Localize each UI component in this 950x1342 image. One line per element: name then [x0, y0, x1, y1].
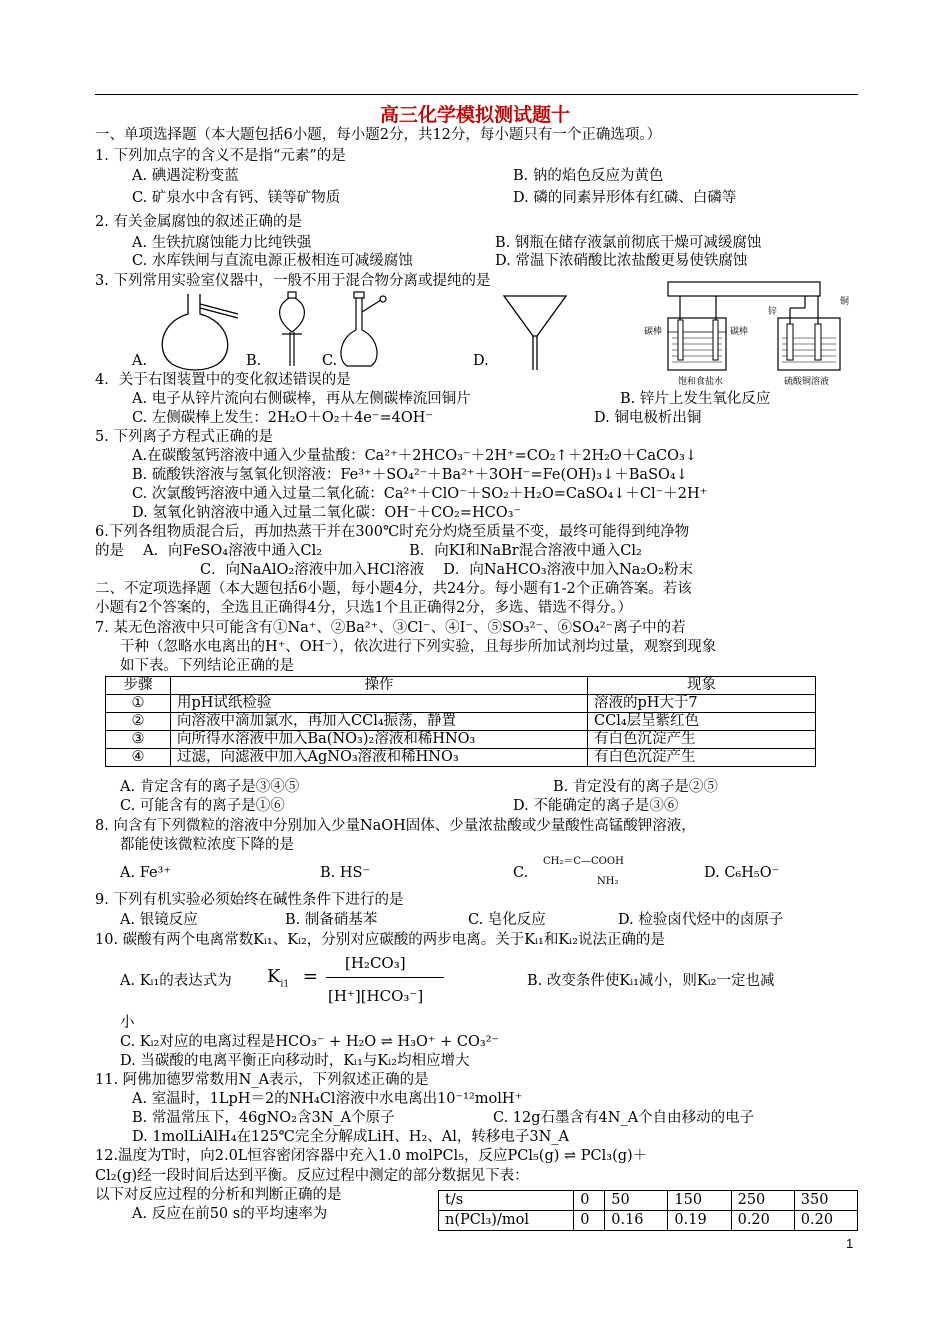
amount-cell: 0 [574, 1211, 605, 1231]
page-title: 高三化学模拟测试题十 [379, 104, 570, 126]
phenomenon-cell: 溶液的pH大于7 [588, 695, 816, 713]
q3-option-c: C. [322, 353, 338, 369]
q2-option-d: D. 常温下浓硝酸比浓盐酸更易使铁腐蚀 [495, 253, 748, 269]
q9-option-c: C. 皂化反应 [468, 912, 546, 928]
amount-header-cell: n(PCl₃)/mol [439, 1211, 574, 1231]
q8-option-b: B. HS⁻ [320, 865, 371, 881]
q3-option-a: A. [132, 353, 148, 369]
step-cell: ① [106, 695, 171, 713]
structure-top: CH₂＝C—COOH [543, 856, 624, 867]
separatory-funnel-icon [272, 290, 312, 370]
copper-sulfate-label: 硫酸铜溶液 [784, 377, 830, 387]
step-cell: ④ [106, 749, 171, 767]
q7-stem-2: 干种（忽略水电离出的H⁺、OH⁻），依次进行下列实验，且每步所加试剂均过量，观察到现象 [120, 639, 717, 655]
header-rule [95, 94, 858, 95]
amount-cell: 0.19 [668, 1211, 731, 1231]
brine-label: 饱和食盐水 [678, 377, 724, 387]
structure-bottom: NH₂ [597, 876, 619, 887]
formula-k-letter: K [267, 966, 281, 987]
q8-option-c: C. [513, 865, 529, 881]
amount-cell: 0.16 [605, 1211, 668, 1231]
q8-stem-2: 都能使该微粒浓度下降的是 [120, 837, 294, 853]
q4-option-c: C. 左侧碳棒上发生：2H₂O＋O₂＋4e⁻=4OH⁻ [132, 410, 434, 426]
q10-option-a: A. Kᵢ₁的表达式为 [120, 973, 232, 989]
q2-option-b: B. 钢瓶在储存液氯前彻底干燥可减缓腐蚀 [495, 235, 762, 251]
phenomenon-cell: CCl₄层呈紫红色 [588, 713, 816, 731]
table-row [439, 1191, 858, 1211]
q1-option-a: A. 碘遇淀粉变蓝 [132, 168, 239, 184]
table-row [106, 713, 816, 731]
q11-option-b: B. 常温常压下，46gNO₂含3N_A个原子 [132, 1110, 395, 1126]
right-carbon-label: 碳棒 [730, 327, 749, 337]
q1-stem: 1. 下列加点字的含义不是指“元素”的是 [95, 148, 346, 164]
table-row [106, 731, 816, 749]
q1-option-d: D. 磷的同素异形体有红磷、白磷等 [513, 190, 737, 206]
q6-line-3: C．向NaAlO₂溶液中加入HCl溶液 D．向NaHCO₃溶液中加入Na₂O₂粉末 [200, 562, 693, 578]
q11-option-a: A. 室温时，1LpH＝2的NH₄Cl溶液中水电离出10⁻¹²molH⁺ [132, 1091, 523, 1107]
q12-data-table [438, 1190, 858, 1231]
q7-option-d: D. 不能确定的离子是③⑥ [513, 798, 679, 814]
step-cell: ② [106, 713, 171, 731]
formula-denominator: [H⁺][HCO₃⁻] [328, 987, 424, 1005]
formula-numerator: [H₂CO₃] [345, 954, 406, 972]
formula-fraction-bar [326, 977, 444, 978]
q7-stem: 7. 某无色溶液中只可能含有①Na⁺、②Ba²⁺、③Cl⁻、④I⁻、⑤SO₃²⁻、⑥SO₄²⁻离子中的若 [95, 620, 686, 636]
q9-stem: 9. 下列有机实验必须始终在碱性条件下进行的是 [95, 892, 404, 908]
q4-option-d: D. 铜电极析出铜 [594, 410, 702, 426]
operation-cell: 过滤，向滤液中加入AgNO₃溶液和稀HNO₃ [171, 749, 588, 767]
q9-option-a: A. 银镜反应 [120, 912, 198, 928]
formula-equals: = [302, 966, 318, 987]
header-step: 步骤 [106, 677, 171, 695]
q1-option-b: B. 钠的焰色反应为黄色 [513, 168, 664, 184]
step-cell: ③ [106, 731, 171, 749]
amount-cell: 0.20 [794, 1211, 857, 1231]
q5-option-c: C. 次氯酸钙溶液中通入过量二氧化硫：Ca²⁺＋ClO⁻＋SO₂＋H₂O=CaSO₄↓＋Cl⁻＋2H⁺ [132, 486, 708, 502]
q7-option-b: B. 肯定没有的离子是②⑤ [553, 779, 718, 795]
formula-k-sub: i1 [280, 979, 290, 990]
time-cell: 150 [668, 1191, 731, 1211]
q2-option-a: A. 生铁抗腐蚀能力比纯铁强 [132, 235, 312, 251]
time-cell: 350 [794, 1191, 857, 1211]
q12-stem-2: Cl₂(g)经一段时间后达到平衡。反应过程中测定的部分数据见下表： [95, 1168, 529, 1184]
q12-stem-3: 以下对反应过程的分析和判断正确的是 [95, 1187, 342, 1203]
phenomenon-cell: 有白色沉淀产生 [588, 749, 816, 767]
page-number: 1 [846, 1236, 854, 1251]
q1-option-c: C. 矿泉水中含有钙、镁等矿物质 [132, 190, 341, 206]
formula-k [267, 968, 318, 994]
q11-option-d: D. 1molLiAlH₄在125℃完全分解成LiH、H₂、Al，转移电子3N_A [132, 1129, 570, 1145]
q5-option-a: A.在碳酸氢钙溶液中通入少量盐酸：Ca²⁺＋2HCO₃⁻＋2H⁺=CO₂↑＋2H₂O＋CaCO₃↓ [132, 448, 697, 464]
copper-label: 铜 [840, 297, 850, 307]
distillation-flask-icon [150, 292, 240, 372]
q4-stem: 4．关于右图装置中的变化叙述错误的是 [95, 372, 351, 388]
q8-option-a: A. Fe³⁺ [120, 865, 172, 881]
q10-option-b-cont: 小 [120, 1015, 135, 1031]
time-cell: 250 [731, 1191, 794, 1211]
q10-option-b: B. 改变条件使Kᵢ₁减小，则Kᵢ₂一定也减 [527, 973, 775, 989]
q9-option-d: D. 检验卤代烃中的卤原子 [618, 912, 784, 928]
q3-stem: 3. 下列常用实验室仪器中，一般不用于混合物分离或提纯的是 [95, 273, 491, 289]
q3-option-d: D. [473, 353, 489, 369]
q4-option-b: B. 锌片上发生氧化反应 [620, 391, 771, 407]
q11-option-c: C. 12g石墨含有4N_A个自由移动的电子 [493, 1110, 755, 1126]
q7-option-a: A. 肯定含有的离子是③④⑤ [120, 779, 300, 795]
q2-stem: 2. 有关金属腐蚀的叙述正确的是 [95, 214, 302, 230]
q7-experiment-table [105, 676, 816, 767]
q8-stem: 8. 向含有下列微粒的溶液中分别加入少量NaOH固体、少量浓盐酸或少量酸性高锰酸钾溶液， [95, 818, 696, 834]
q7-option-c: C. 可能含有的离子是①⑥ [120, 798, 285, 814]
time-cell: 0 [574, 1191, 605, 1211]
q10-option-c: C. Kᵢ₂对应的电离过程是HCO₃⁻ + H₂O ⇌ H₃O⁺ + CO₃²⁻ [120, 1034, 500, 1050]
q11-stem: 11. 阿佛加德罗常数用N_A表示，下列叙述正确的是 [95, 1072, 429, 1088]
q5-option-b: B. 硫酸铁溶液与氢氧化钡溶液：Fe³⁺＋SO₄²⁻＋Ba²⁺＋3OH⁻=Fe(OH)₃↓＋BaSO₄↓ [132, 467, 688, 483]
q3-option-b: B. [246, 353, 262, 369]
q8-option-d: D. C₆H₅O⁻ [704, 865, 780, 881]
electrochemistry-apparatus-diagram [640, 280, 855, 388]
funnel-icon [500, 292, 570, 372]
table-row [106, 749, 816, 767]
table-row [106, 695, 816, 713]
operation-cell: 向所得水溶液中加入Ba(NO₃)₂溶液和稀HNO₃ [171, 731, 588, 749]
volumetric-flask-icon [335, 290, 395, 370]
section-2-heading: 二、不定项选择题（本大题包括6小题，每小题4分，共24分。每小题有1-2个正确答案。若该 [95, 581, 692, 597]
q12-stem: 12.温度为T时，向2.0L恒容密闭容器中充入1.0 molPCl₅，反应PCl₅(g) ⇌ PCl₃(g)＋ [95, 1148, 648, 1164]
operation-cell: 用pH试纸检验 [171, 695, 588, 713]
header-phenomenon: 现象 [588, 677, 816, 695]
table-header-row [106, 677, 816, 695]
q10-stem: 10. 碳酸有两个电离常数Kᵢ₁、Kᵢ₂，分别对应碳酸的两步电离。关于Kᵢ₁和Kᵢ₂说法正确的是 [95, 932, 665, 948]
table-row [439, 1211, 858, 1231]
q2-option-c: C. 水库铁闸与直流电源正极相连可减缓腐蚀 [132, 253, 413, 269]
zinc-label: 锌 [768, 307, 778, 317]
q5-option-d: D. 氢氧化钠溶液中通入过量二氧化碳：OH⁻＋CO₂=HCO₃⁻ [132, 505, 522, 521]
q12-option-a: A. 反应在前50 s的平均速率为 [132, 1206, 328, 1222]
left-carbon-label: 碳棒 [644, 327, 663, 337]
q6-line-2: 的是 A．向FeSO₄溶液中通入Cl₂ B．向KI和NaBr混合溶液中通入Cl₂ [95, 543, 642, 559]
section-1-heading: 一、单项选择题（本大题包括6小题，每小题2分，共12分，每小题只有一个正确选项。） [95, 127, 662, 143]
q5-stem: 5. 下列离子方程式正确的是 [95, 429, 273, 445]
phenomenon-cell: 有白色沉淀产生 [588, 731, 816, 749]
operation-cell: 向溶液中滴加氯水，再加入CCl₄振荡，静置 [171, 713, 588, 731]
q10-option-d: D. 当碳酸的电离平衡正向移动时，Kᵢ₁与Kᵢ₂均相应增大 [120, 1053, 470, 1069]
header-operation: 操作 [171, 677, 588, 695]
section-2-heading-cont: 小题有2个答案的，全选且正确得4分，只选1个且正确得2分，多选、错选不得分。） [95, 600, 633, 616]
q4-option-a: A. 电子从锌片流向右侧碳棒，再从左侧碳棒流回铜片 [132, 391, 471, 407]
q9-option-b: B. 制备硝基苯 [285, 912, 378, 928]
time-header-cell: t/s [439, 1191, 574, 1211]
q6-stem: 6.下列各组物质混合后，再加热蒸干并在300℃时充分灼烧至质量不变，最终可能得到纯净物 [95, 524, 690, 540]
time-cell: 50 [605, 1191, 668, 1211]
amount-cell: 0.20 [731, 1211, 794, 1231]
q7-stem-3: 如下表。下列结论正确的是 [120, 658, 294, 674]
